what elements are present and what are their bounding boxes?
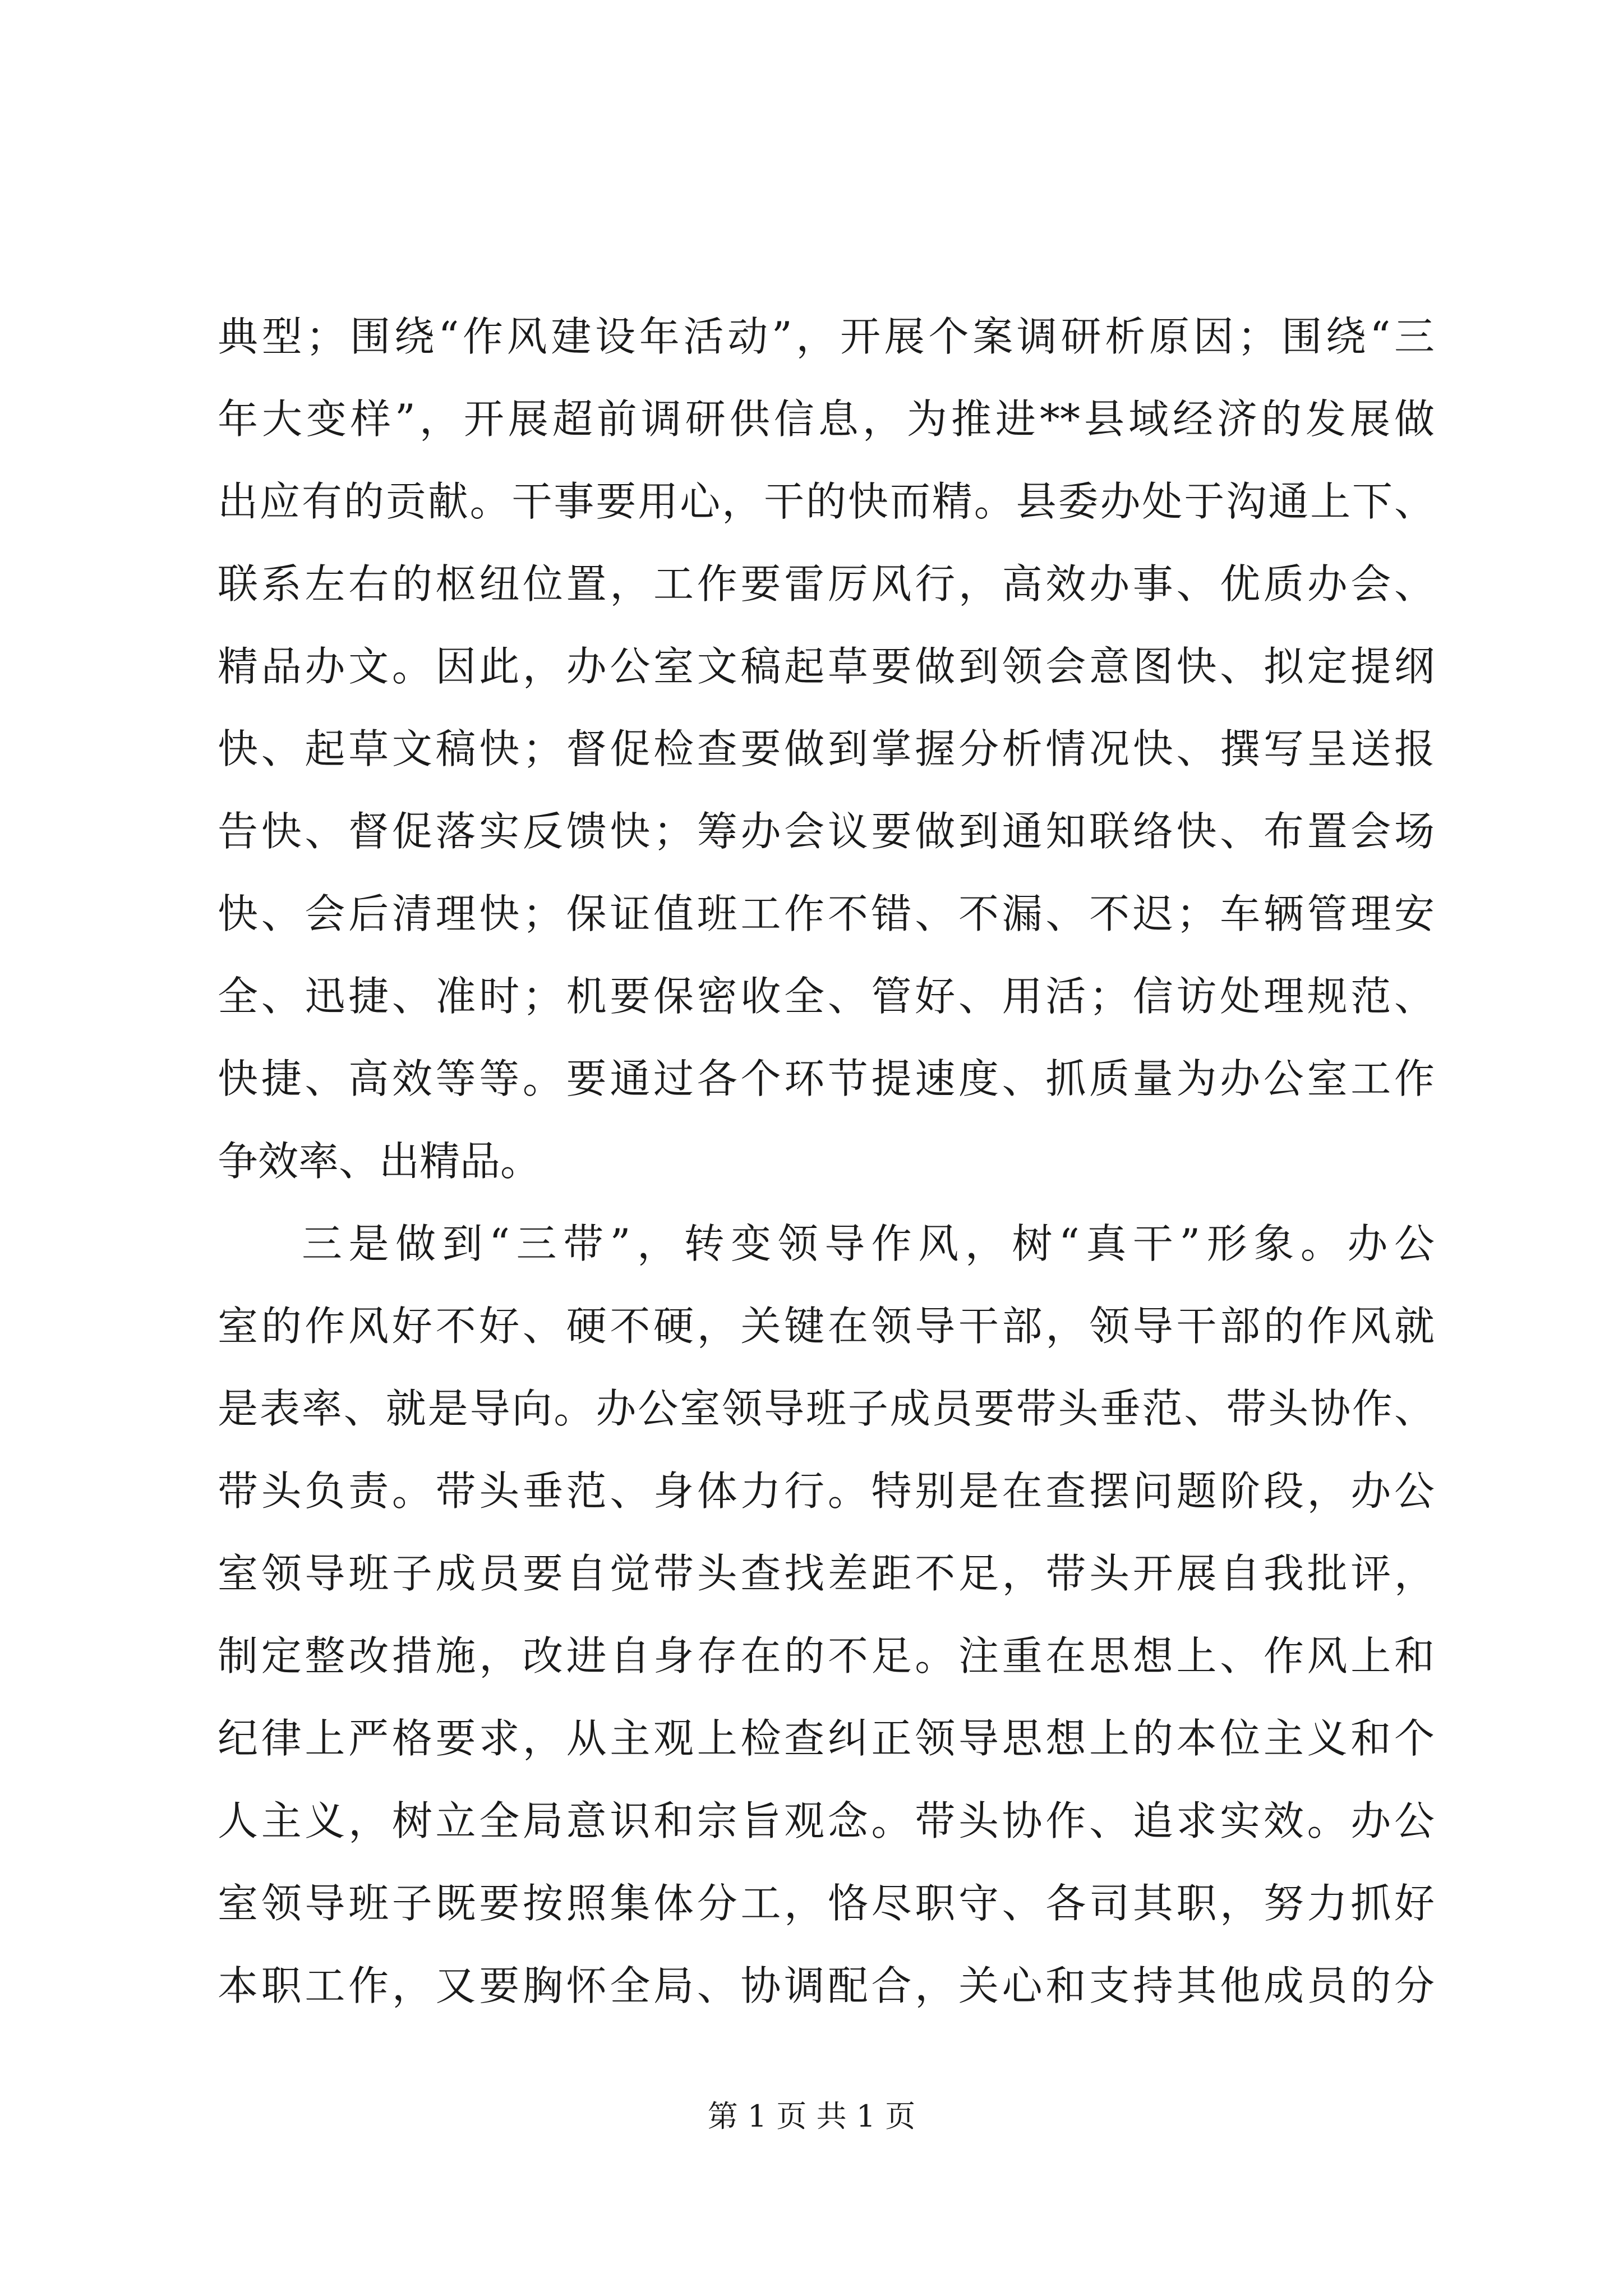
text-line: 带头负责。带头垂范、身体力行。特别是在查摆问题阶段，办公 (218, 1467, 1435, 1515)
text-line: 是表率、就是导向。办公室领导班子成员要带头垂范、带头协作、 (218, 1385, 1435, 1432)
page-number-label: 第 1 页 共 1 页 (707, 2099, 916, 2134)
text-line: 联系左右的枢纽位置，工作要雷厉风行，高效办事、优质办会、 (218, 560, 1435, 608)
text-line: 室的作风好不好、硬不硬，关键在领导干部，领导干部的作风就 (218, 1303, 1435, 1350)
document-body (218, 296, 1435, 2027)
text-line: 制定整改措施，改进自身存在的不足。注重在思想上、作风上和 (218, 1632, 1435, 1680)
text-line: 出应有的贡献。干事要用心，干的快而精。县委办处于沟通上下、 (218, 478, 1435, 525)
text-line: 精品办文。因此，办公室文稿起草要做到领会意图快、拟定提纲 (218, 643, 1435, 690)
text-line: 本职工作，又要胸怀全局、协调配合，关心和支持其他成员的分 (218, 1962, 1435, 2009)
text-line: 室领导班子既要按照集体分工，恪尽职守、各司其职，努力抓好 (218, 1880, 1435, 1927)
text-line: 快、起草文稿快；督促检查要做到掌握分析情况快、撰写呈送报 (218, 725, 1435, 772)
text-line: 快、会后清理快；保证值班工作不错、不漏、不迟；车辆管理安 (218, 890, 1435, 937)
paragraph-1 (218, 296, 1435, 1203)
paragraph-2 (218, 1203, 1435, 2027)
text-line: 纪律上严格要求，从主观上检查纠正领导思想上的本位主义和个 (218, 1715, 1435, 1762)
text-line: 全、迅捷、准时；机要保密收全、管好、用活；信访处理规范、 (218, 973, 1435, 1020)
text-line: 室领导班子成员要自觉带头查找差距不足，带头开展自我批评， (218, 1550, 1435, 1597)
text-line: 快捷、高效等等。要通过各个环节提速度、抓质量为办公室工作 (218, 1055, 1435, 1102)
text-line: 年大变样”，开展超前调研供信息，为推进**县域经济的发展做 (218, 395, 1435, 443)
text-line: 典型；围绕“作风建设年活动”，开展个案调研析原因；围绕“三 (218, 313, 1435, 360)
text-line: 争效率、出精品。 (218, 1138, 541, 1185)
page-footer (0, 2097, 1623, 2136)
text-line: 人主义，树立全局意识和宗旨观念。带头协作、追求实效。办公 (218, 1797, 1435, 1844)
text-line: 告快、督促落实反馈快；筹办会议要做到通知联络快、布置会场 (218, 808, 1435, 855)
text-line: 三是做到“三带”，转变领导作风，树“真干”形象。办公 (302, 1220, 1435, 1267)
